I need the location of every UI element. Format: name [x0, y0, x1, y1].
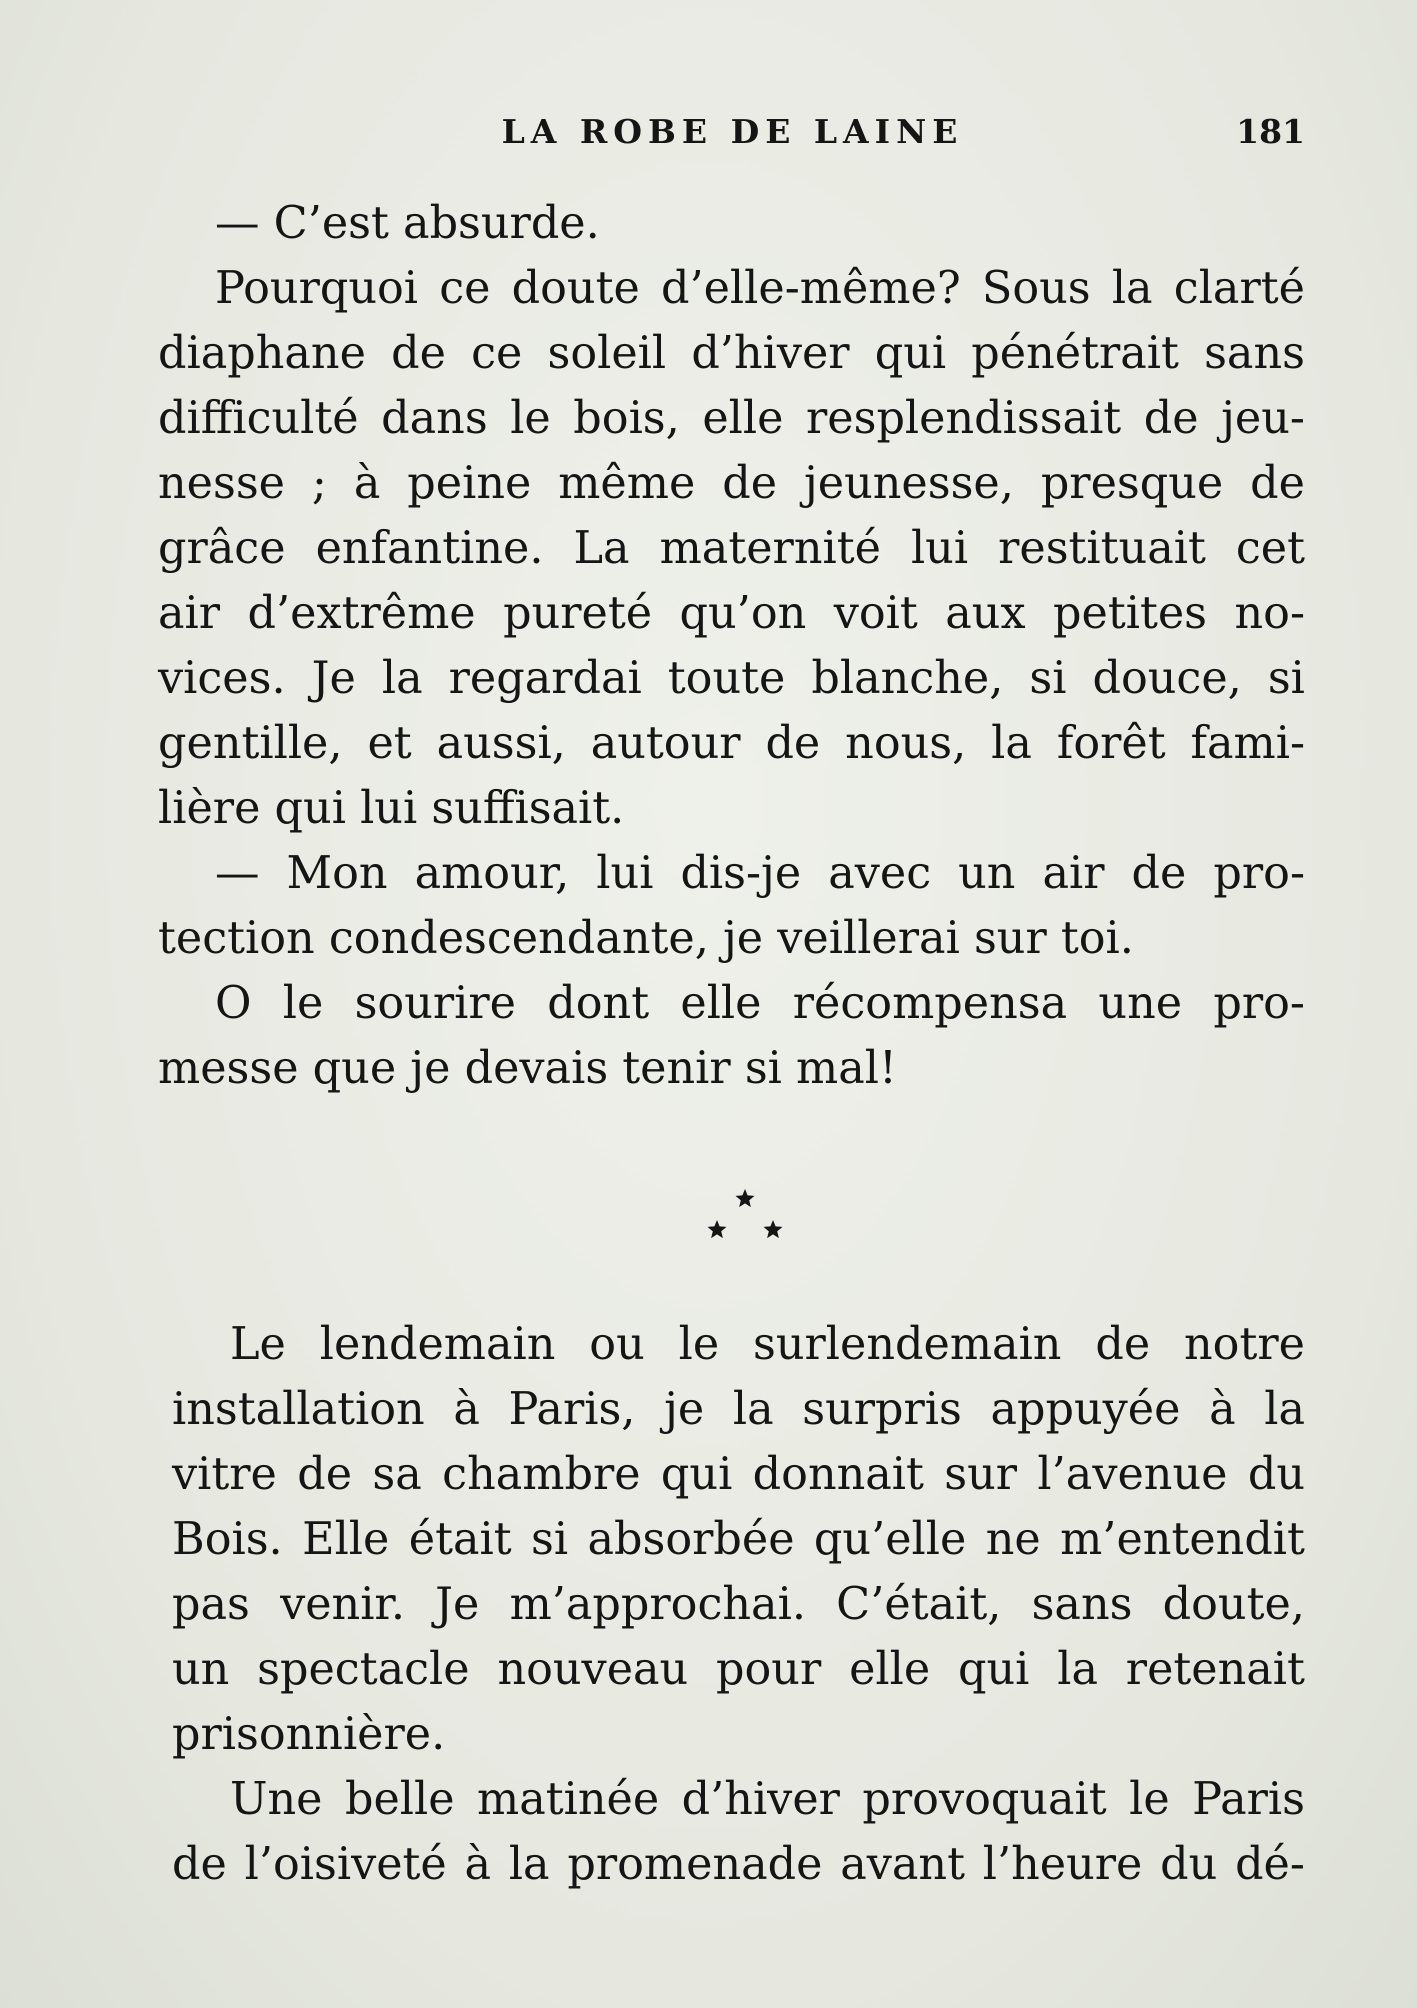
- word: peine: [407, 458, 532, 509]
- word: l’avenue: [1037, 1449, 1228, 1500]
- word: de: [172, 1839, 227, 1890]
- word: toute: [667, 653, 786, 704]
- text-line: prisonnière.: [172, 1709, 446, 1760]
- word: doute,: [1162, 1579, 1305, 1630]
- word: qu’on: [679, 588, 807, 639]
- word: belle: [344, 1774, 455, 1825]
- text-line: [158, 523, 1305, 574]
- word: grâce: [158, 523, 286, 574]
- word: absorbée: [587, 1514, 795, 1565]
- word: d’hiver: [681, 1774, 840, 1825]
- word: ou: [589, 1319, 645, 1370]
- word: elle: [680, 978, 762, 1029]
- word: dis-je: [680, 848, 802, 899]
- word: qui: [660, 1449, 733, 1500]
- text-line: [215, 848, 1305, 899]
- word: vices.: [158, 653, 286, 704]
- word: retenait: [1125, 1644, 1305, 1695]
- word: forêt: [1056, 718, 1166, 769]
- word: m’entendit: [1060, 1514, 1305, 1565]
- word: La: [573, 523, 630, 574]
- word: si: [1029, 653, 1067, 704]
- word: Elle: [302, 1514, 390, 1565]
- word: petites: [1053, 588, 1208, 639]
- word: à: [464, 1839, 492, 1890]
- word: Paris: [1192, 1774, 1305, 1825]
- word: d’hiver: [691, 328, 850, 379]
- word: sans: [1031, 1579, 1133, 1630]
- word: vitre: [172, 1449, 277, 1500]
- word: à: [1209, 1384, 1236, 1435]
- word: bois,: [573, 393, 680, 444]
- word: douce,: [1092, 653, 1242, 704]
- text-line: [172, 1384, 1305, 1435]
- word: Le: [230, 1319, 286, 1370]
- word: blanche,: [811, 653, 1004, 704]
- text-line: [158, 588, 1305, 639]
- text-line: [158, 653, 1305, 704]
- text-line: [158, 328, 1305, 379]
- word: nesse: [158, 458, 286, 509]
- word: dans: [381, 393, 488, 444]
- word: amour,: [414, 848, 570, 899]
- word: difficulté: [158, 393, 359, 444]
- word: ne: [985, 1514, 1041, 1565]
- word: du: [1247, 1449, 1305, 1500]
- word: soleil: [547, 328, 667, 379]
- text-line: [215, 978, 1305, 1029]
- word: l’heure: [982, 1839, 1143, 1890]
- word: matinée: [477, 1774, 660, 1825]
- word: d’extrême: [247, 588, 476, 639]
- word: aussi,: [436, 718, 566, 769]
- word: O: [215, 978, 252, 1029]
- word: —: [215, 848, 260, 899]
- word: lendemain: [319, 1319, 556, 1370]
- word: promenade: [567, 1839, 823, 1890]
- text-line: [172, 1514, 1305, 1565]
- word: regardai: [448, 653, 642, 704]
- word: à: [453, 1384, 480, 1435]
- text-line: [230, 1319, 1305, 1370]
- word: donnait: [752, 1449, 924, 1500]
- word: la: [1264, 1384, 1305, 1435]
- word: restituait: [998, 523, 1206, 574]
- word: de: [1250, 458, 1305, 509]
- word: autour: [590, 718, 741, 769]
- word: enfantine.: [315, 523, 544, 574]
- running-title: LA ROBE DE LAINE: [501, 112, 964, 151]
- word: de: [1143, 393, 1199, 444]
- word: l’oisiveté: [244, 1839, 447, 1890]
- word: gentille,: [158, 718, 343, 769]
- word: Sous: [981, 263, 1091, 314]
- word: aux: [945, 588, 1026, 639]
- word: elle: [702, 393, 784, 444]
- word: clarté: [1173, 263, 1305, 314]
- word: sa: [372, 1449, 422, 1500]
- text-line: [172, 1449, 1305, 1500]
- word: surpris: [802, 1384, 962, 1435]
- word: de: [1095, 1319, 1151, 1370]
- page-number: 181: [1236, 112, 1305, 151]
- word: de: [765, 718, 821, 769]
- word: Mon: [286, 848, 388, 899]
- word: même: [558, 458, 696, 509]
- text-line: [172, 1644, 1305, 1695]
- word: notre: [1184, 1319, 1305, 1370]
- word: C’était,: [836, 1579, 1002, 1630]
- text-line: messe que je devais tenir si mal!: [158, 1043, 897, 1094]
- text-line: tection condescendante, je veillerai sur toi.: [158, 913, 1134, 964]
- word: venir.: [280, 1579, 405, 1630]
- word: nouveau: [497, 1644, 689, 1695]
- word: était: [408, 1514, 512, 1565]
- word: Je: [311, 653, 356, 704]
- word: maternité: [659, 523, 881, 574]
- word: un: [172, 1644, 230, 1695]
- word: si: [531, 1514, 569, 1565]
- word: spectacle: [257, 1644, 470, 1695]
- word: surlendemain: [753, 1319, 1062, 1370]
- word: à: [353, 458, 381, 509]
- word: pour: [716, 1644, 822, 1695]
- word: pro-: [1213, 978, 1305, 1029]
- word: lui: [910, 523, 969, 574]
- word: presque: [1040, 458, 1224, 509]
- text-line: — C’est absurde.: [215, 198, 600, 249]
- word: la: [381, 653, 423, 704]
- word: si: [1267, 653, 1305, 704]
- word: nous,: [845, 718, 967, 769]
- word: qui: [874, 328, 947, 379]
- word: sourire: [354, 978, 516, 1029]
- word: m’approchai.: [509, 1579, 806, 1630]
- word: la: [991, 718, 1032, 769]
- word: le: [282, 978, 324, 1029]
- word: ce: [439, 263, 491, 314]
- word: installation: [172, 1384, 425, 1435]
- word: Pourquoi: [215, 263, 419, 314]
- text-line: [158, 718, 1305, 769]
- word: doute: [511, 263, 640, 314]
- word: le: [1129, 1774, 1170, 1825]
- word: lui: [596, 848, 654, 899]
- word: sur: [944, 1449, 1018, 1500]
- word: air: [1042, 848, 1105, 899]
- word: pas: [172, 1579, 250, 1630]
- section-separator-asterism: [700, 1185, 790, 1255]
- word: la: [1057, 1644, 1098, 1695]
- word: la: [732, 1384, 774, 1435]
- word: ce: [471, 328, 523, 379]
- word: Une: [230, 1774, 323, 1825]
- word: dont: [547, 978, 650, 1029]
- word: qui: [958, 1644, 1030, 1695]
- word: de: [297, 1449, 353, 1500]
- text-line: [158, 458, 1305, 509]
- word: voit: [833, 588, 918, 639]
- word: d’elle-même?: [660, 263, 961, 314]
- word: jeu-: [1221, 393, 1305, 444]
- text-line: [230, 1774, 1305, 1825]
- word: avec: [828, 848, 932, 899]
- word: pro-: [1213, 848, 1305, 899]
- word: appuyée: [990, 1384, 1181, 1435]
- word: le: [678, 1319, 720, 1370]
- word: Bois.: [172, 1514, 283, 1565]
- word: chambre: [442, 1449, 641, 1500]
- text-line: lière qui lui suffisait.: [158, 783, 625, 834]
- word: un: [958, 848, 1016, 899]
- text-line: [158, 393, 1305, 444]
- word: qu’elle: [813, 1514, 967, 1565]
- word: resplendissait: [806, 393, 1122, 444]
- word: dé-: [1235, 1839, 1305, 1890]
- word: récompensa: [792, 978, 1068, 1029]
- word: une: [1098, 978, 1183, 1029]
- word: de: [391, 328, 446, 379]
- text-line: [172, 1839, 1305, 1890]
- text-line: [215, 263, 1305, 314]
- word: de: [1131, 848, 1187, 899]
- word: du: [1160, 1839, 1218, 1890]
- word: ;: [311, 458, 327, 509]
- word: de: [722, 458, 778, 509]
- word: elle: [849, 1644, 931, 1695]
- word: air: [158, 588, 221, 639]
- word: cet: [1235, 523, 1305, 574]
- word: sans: [1204, 328, 1305, 379]
- word: le: [510, 393, 551, 444]
- word: avant: [840, 1839, 965, 1890]
- word: fami-: [1190, 718, 1305, 769]
- word: et: [367, 718, 412, 769]
- word: jeunesse,: [803, 458, 1014, 509]
- word: la: [1111, 263, 1153, 314]
- word: no-: [1234, 588, 1305, 639]
- word: Je: [435, 1579, 480, 1630]
- word: pénétrait: [971, 328, 1179, 379]
- word: provoquait: [862, 1774, 1107, 1825]
- word: pureté: [503, 588, 653, 639]
- word: Paris,: [508, 1384, 636, 1435]
- word: la: [508, 1839, 550, 1890]
- word: je: [664, 1384, 705, 1435]
- text-line: [172, 1579, 1305, 1630]
- word: diaphane: [158, 328, 366, 379]
- page-header: [160, 112, 1305, 162]
